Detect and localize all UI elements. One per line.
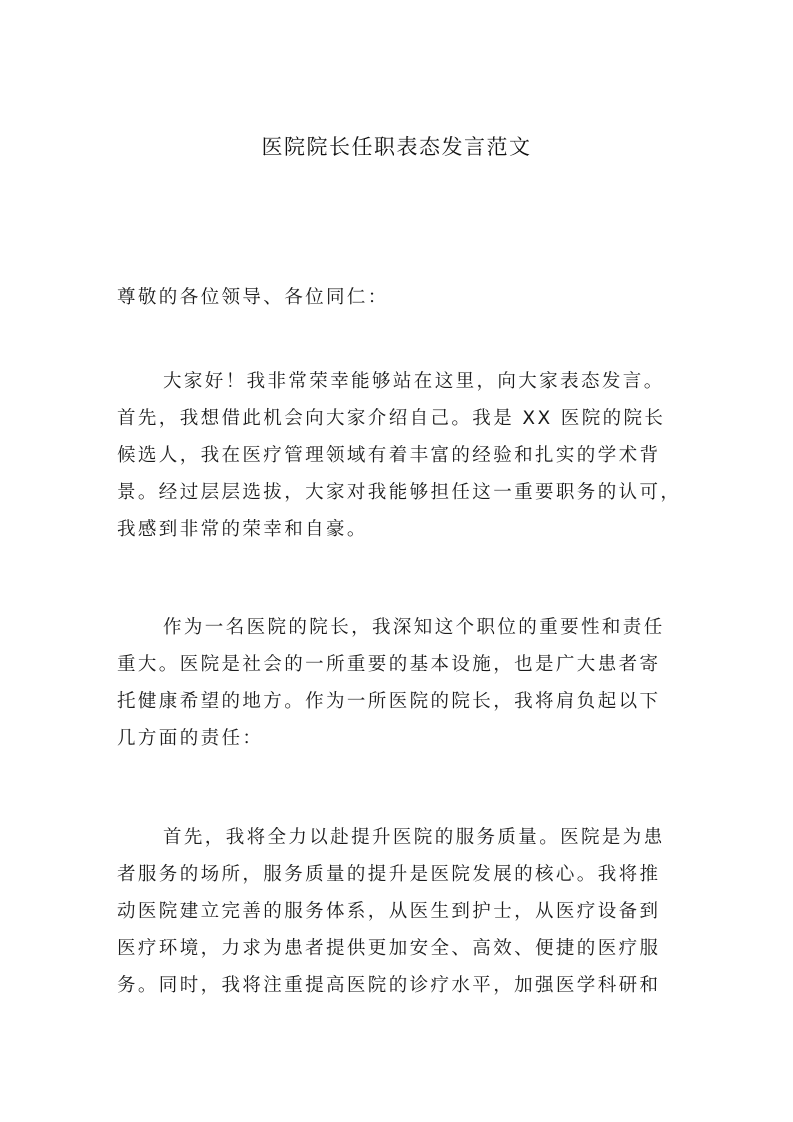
paragraph-line: 医疗环境，力求为患者提供更加安全、高效、便捷的医疗服 [117, 938, 661, 959]
paragraph-line: 景。经过层层选拔，大家对我能够担任这一重要职务的认可， [117, 482, 682, 503]
paragraph-line: 动医院建立完善的服务体系，从医生到护士，从医疗设备到 [117, 901, 661, 922]
paragraph-line: 者服务的场所，服务质量的提升是医院发展的核心。我将推 [117, 864, 661, 885]
paragraph-line: 托健康希望的地方。作为一所医院的院长，我将肩负起以下 [117, 691, 661, 712]
paragraph-line: 首先，我将全力以赴提升医院的服务质量。医院是为患 [163, 827, 665, 848]
paragraph-line: 作为一名医院的院长，我深知这个职位的重要性和责任 [163, 617, 665, 638]
paragraph-line: 务。同时，我将注重提高医院的诊疗水平，加强医学科研和 [117, 975, 661, 996]
document-title: 医院院长任职表态发言范文 [261, 135, 532, 159]
salutation: 尊敬的各位领导、各位同仁： [117, 287, 389, 308]
paragraph-line: 大家好！我非常荣幸能够站在这里，向大家表态发言。 [163, 371, 665, 392]
paragraph-line: 重大。医院是社会的一所重要的基本设施，也是广大患者寄 [117, 654, 661, 675]
paragraph-line: 几方面的责任： [117, 728, 264, 749]
paragraph-line: 候选人，我在医疗管理领域有着丰富的经验和扎实的学术背 [117, 445, 661, 466]
paragraph-line: 我感到非常的荣幸和自豪。 [117, 519, 368, 540]
paragraph-line: 首先，我想借此机会向大家介绍自己。我是 XX 医院的院长 [117, 408, 666, 429]
